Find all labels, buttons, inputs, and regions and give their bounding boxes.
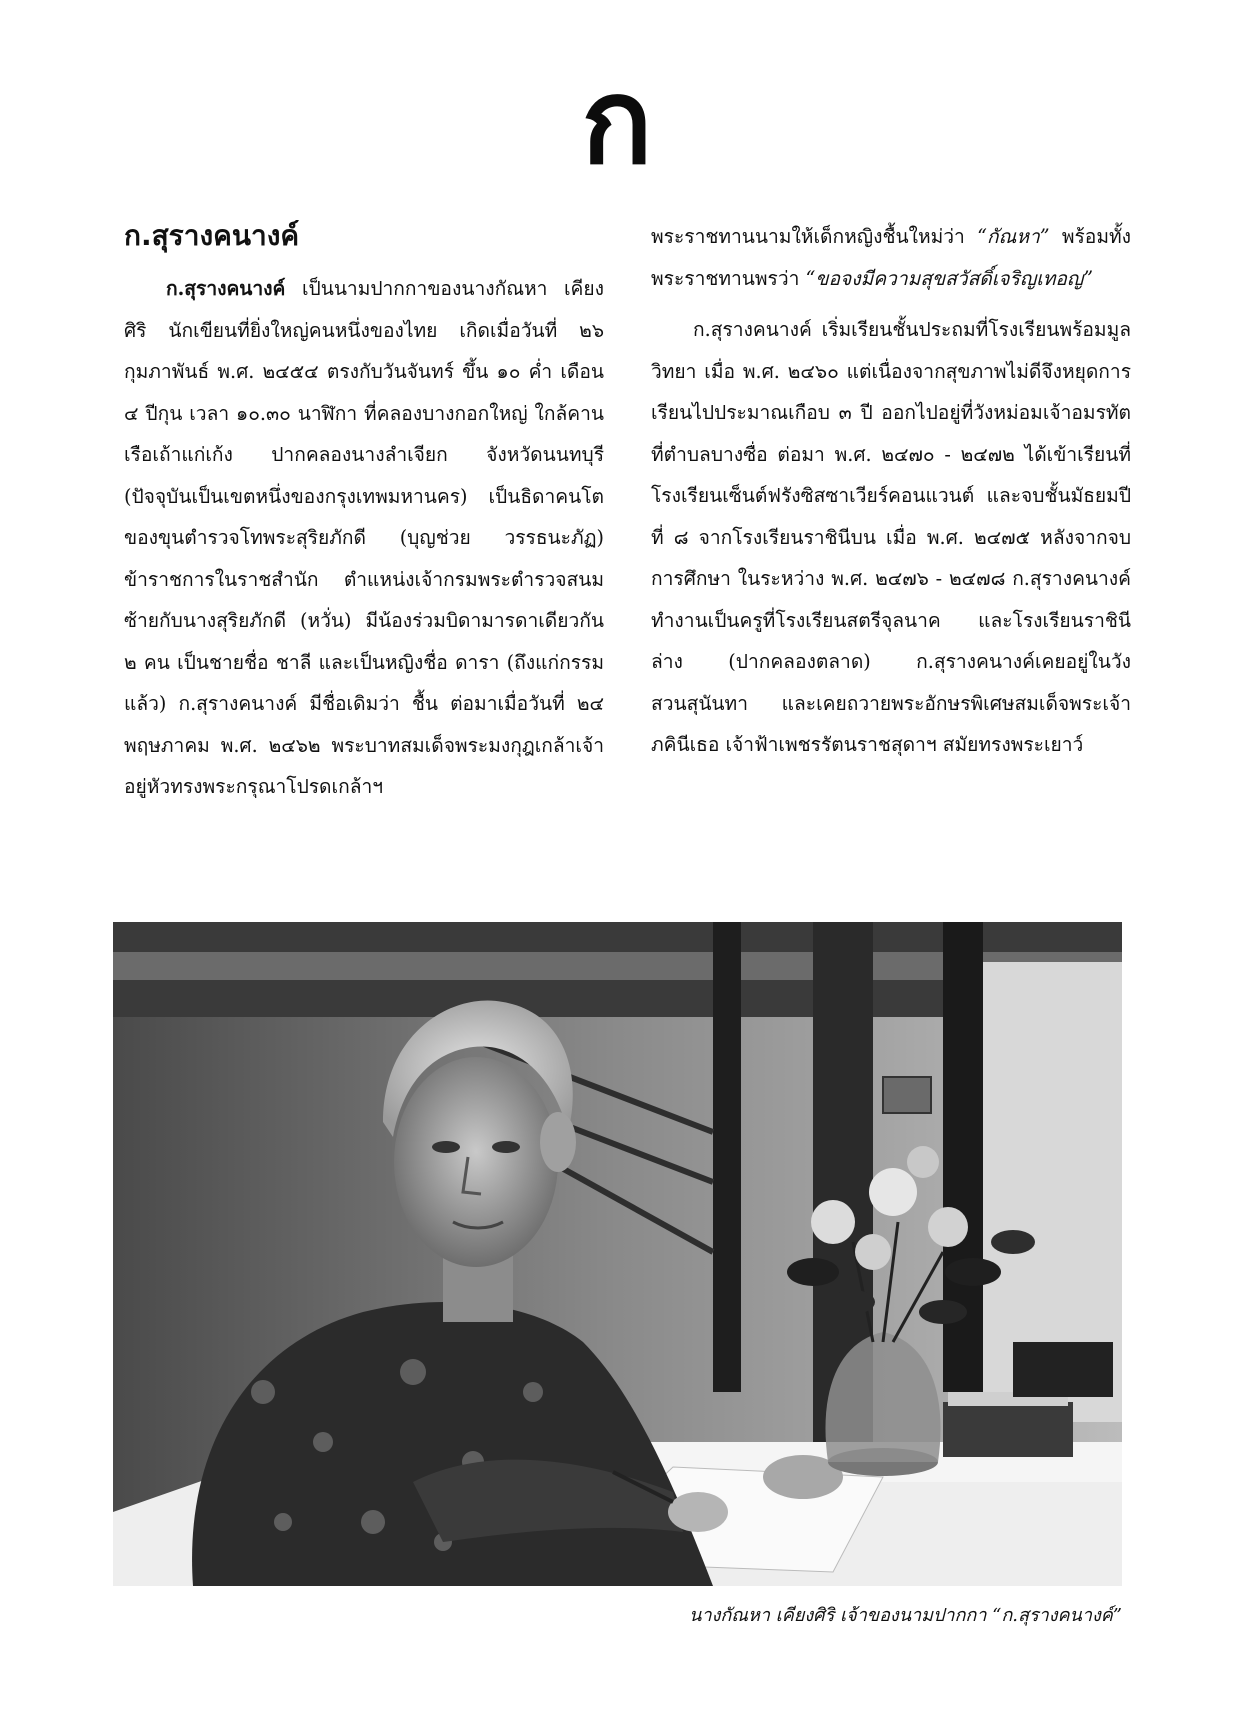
paragraph-body: ก.สุรางคนางค์ เริ่มเรียนชั้นประถมที่โรงเรียนพร้อมมูลวิทยา เมื่อ พ.ศ. ๒๔๖๐ แต่เนื่องจากสุขภาพไม่ดีจึงหยุดการเรียนไปประมาณเกือบ ๓ ปี ออกไปอยู่ที่วังหม่อมเจ้าอมรทัตที่ตำบลบางซื่อ ต่อมา พ.ศ. ๒๔๗๐ - ๒๔๗๒ ได้เข้าเรียนที่โรงเรียนเซ็นต์ฟรังซิสซาเวียร์คอนแวนต์ และจบชั้นมัธยมปีที่ ๘ จากโรงเรียนราชินีบน เมื่อ พ.ศ. ๒๔๗๕ หลังจากจบการศึกษา ในระหว่าง พ.ศ. ๒๔๗๖ - ๒๔๗๘ ก.สุรางคนางค์ทำงานเป็นครูที่โรงเรียนสตรีจุลนาค และโรงเรียนราชินีล่าง (ปากคลองตลาด) ก.สุรางคนางค์เคยอยู่ในวังสวนสุนันทา และเคยถวายพระอักษรพิเศษสมเด็จพระเจ้าภคินีเธอ เจ้าฟ้าเพชรรัตนราชสุดาฯ สมัยทรงพระเยาว์ xyxy=(651,318,1131,756)
paragraph-1 xyxy=(124,268,604,808)
given-name: “กัณหา” xyxy=(977,225,1050,248)
photo-illustration xyxy=(113,922,1122,1586)
royal-blessing: “ขอจงมีความสุขสวัสดิ์เจริญเทอญ” xyxy=(805,266,1094,290)
paragraph-lead: ก.สุรางคนางค์ xyxy=(166,277,286,300)
section-letter: ก xyxy=(581,52,653,190)
paragraph-text: พระราชทานนามให้เด็กหญิงชื้นใหม่ว่า xyxy=(651,225,978,248)
right-column xyxy=(651,216,1131,766)
paragraph-text: พร้อมทั้งพระราชทานพรว่า xyxy=(651,225,1131,290)
paragraph-continued xyxy=(651,216,1131,299)
paragraph-2 xyxy=(651,309,1131,766)
photo-caption: นางกัณหา เคียงศิริ เจ้าของนามปากกา “ก.สุรางคนางค์” xyxy=(689,1605,1122,1626)
left-column xyxy=(124,214,604,808)
portrait-photo xyxy=(113,922,1122,1586)
paragraph-body: เป็นนามปากกาของนางกัณหา เคียงศิริ นักเขียนที่ยิ่งใหญ่คนหนึ่งของไทย เกิดเมื่อวันที่ ๒๖ กุมภาพันธ์ พ.ศ. ๒๔๕๔ ตรงกับวันจันทร์ ขึ้น ๑๐ ค่ำ เดือน ๔ ปีกุน เวลา ๑๐.๓๐ นาฬิกา ที่คลองบางกอกใหญ่ ใกล้คานเรือเถ้าแก่เก้ง ปากคลองนางลำเจียก จังหวัดนนทบุรี (ปัจจุบันเป็นเขตหนึ่งของกรุงเทพมหานคร) เป็นธิดาคนโตของขุนตำรวจโทพระสุริยภักดี (บุญช่วย วรรธนะภัฏ) ข้าราชการในราชสำนัก ตำแหน่งเจ้ากรมพระตำรวจสนมซ้ายกับนางสุริยภักดี (หวั่น) มีน้องร่วมบิดามารดาเดียวกัน ๒ คน เป็นชายชื่อ ชาลี และเป็นหญิงชื่อ ดารา (ถึงแก่กรรมแล้ว) ก.สุรางคนางค์ มีชื่อเดิมว่า ชื้น ต่อมาเมื่อวันที่ ๒๔ พฤษภาคม พ.ศ. ๒๔๖๒ พระบาทสมเด็จพระมงกุฎเกล้าเจ้าอยู่หัวทรงพระกรุณาโปรดเกล้าฯ xyxy=(124,277,604,798)
entry-title: ก.สุรางคนางค์ xyxy=(124,219,300,252)
